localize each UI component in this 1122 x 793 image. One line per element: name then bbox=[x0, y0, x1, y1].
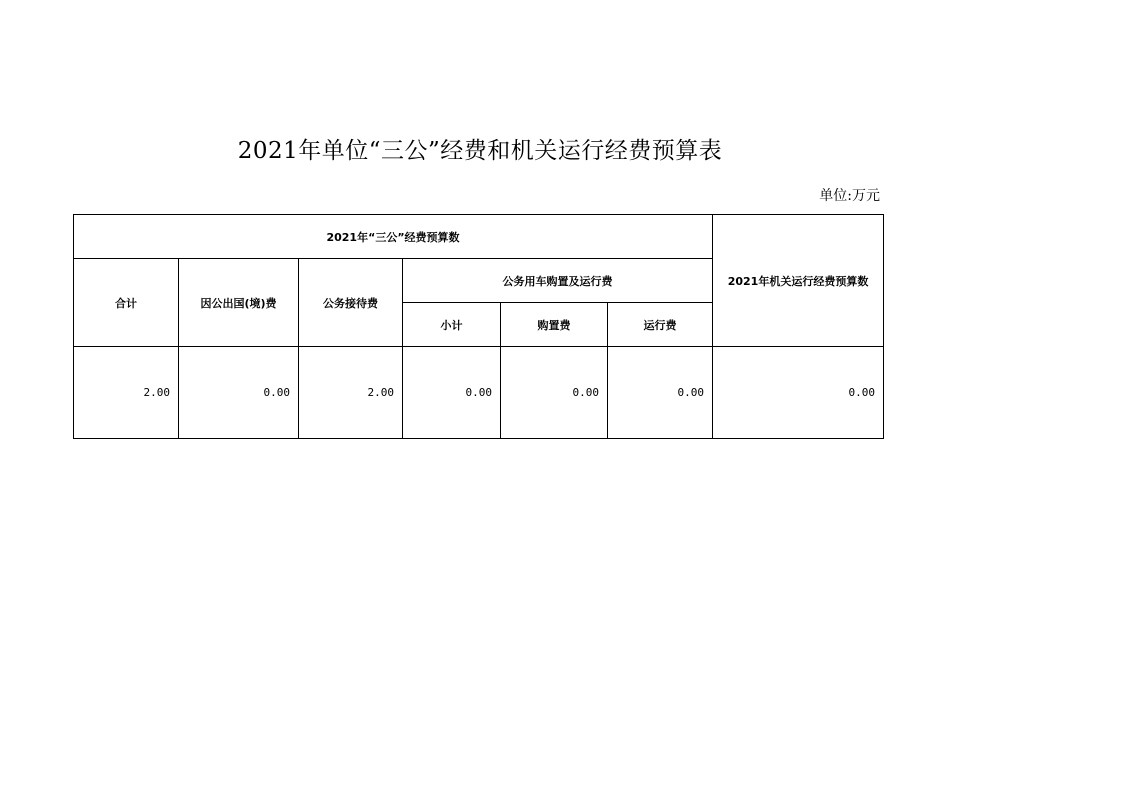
table-row bbox=[74, 347, 884, 439]
value-subtotal: 0.00 bbox=[403, 347, 501, 439]
budget-table bbox=[73, 214, 884, 439]
value-purchase: 0.00 bbox=[501, 347, 608, 439]
value-agency: 0.00 bbox=[713, 347, 884, 439]
value-reception: 2.00 bbox=[299, 347, 403, 439]
value-operation: 0.00 bbox=[608, 347, 713, 439]
header-vehicle-group: 公务用车购置及运行费 bbox=[403, 259, 713, 303]
value-abroad: 0.00 bbox=[179, 347, 299, 439]
value-total: 2.00 bbox=[74, 347, 179, 439]
header-sangong-group: 2021年“三公”经费预算数 bbox=[74, 215, 713, 259]
unit-label: 单位:万元 bbox=[819, 188, 880, 204]
header-operation: 运行费 bbox=[608, 303, 713, 347]
header-purchase: 购置费 bbox=[501, 303, 608, 347]
header-agency-budget: 2021年机关运行经费预算数 bbox=[713, 215, 884, 347]
page-title: 2021年单位“三公”经费和机关运行经费预算表 bbox=[237, 138, 723, 164]
table-row bbox=[74, 215, 884, 259]
header-reception: 公务接待费 bbox=[299, 259, 403, 347]
header-abroad: 因公出国(境)费 bbox=[179, 259, 299, 347]
header-total: 合计 bbox=[74, 259, 179, 347]
header-subtotal: 小计 bbox=[403, 303, 501, 347]
